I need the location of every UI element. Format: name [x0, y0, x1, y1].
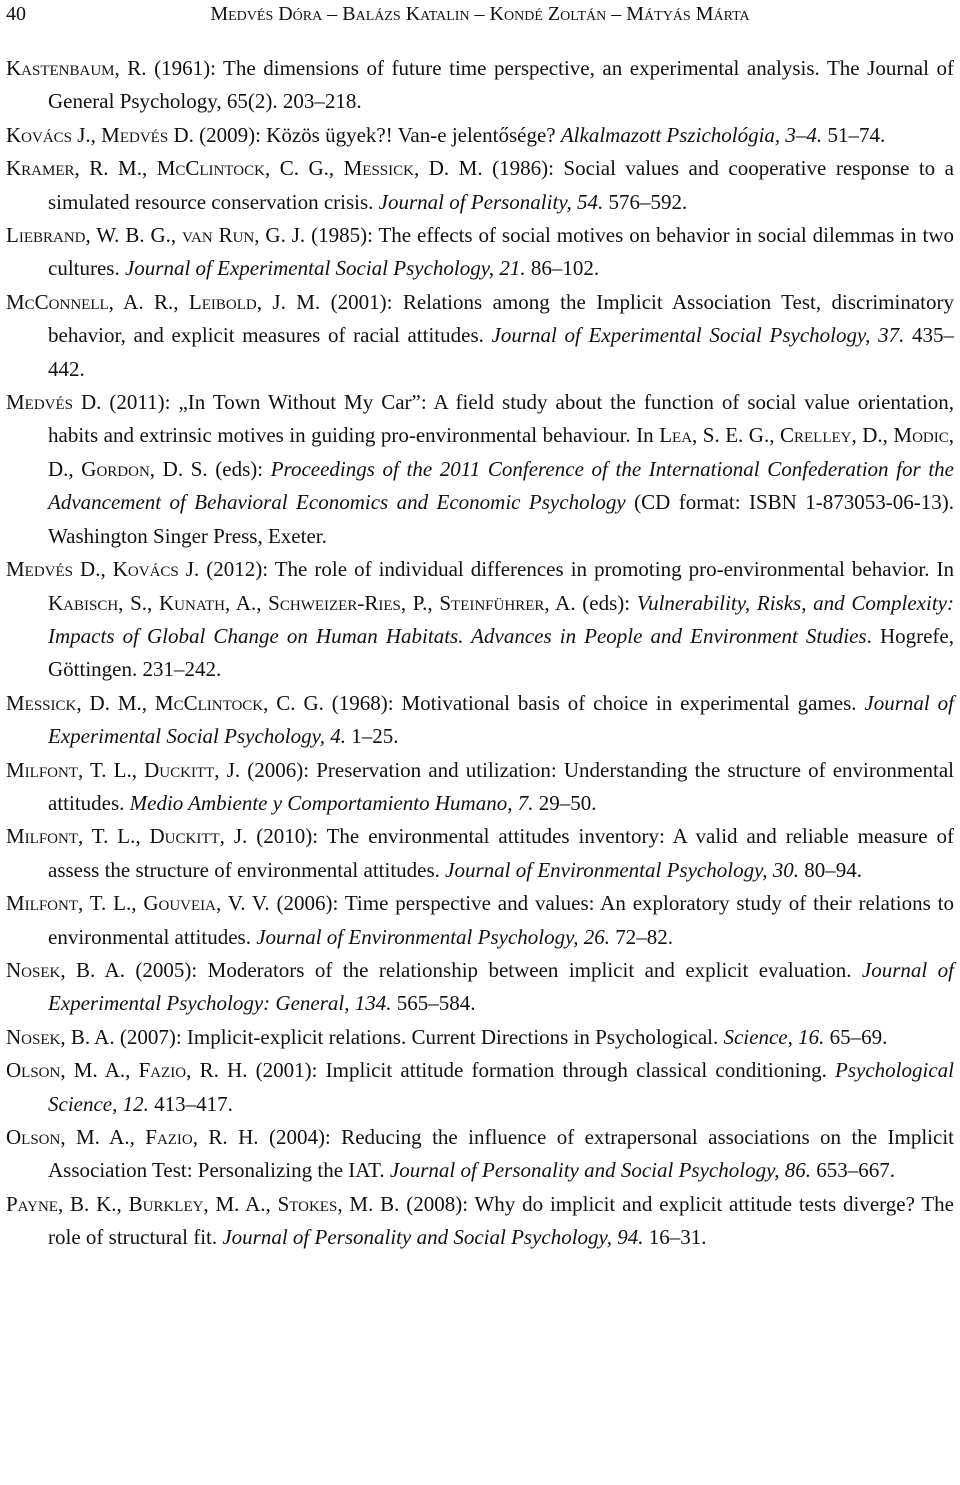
reference-text: 565–584.: [391, 991, 476, 1016]
reference-authors: Kabisch, S., Kunath, A., Schweizer-Ries, P., Steinführer, A.: [48, 590, 576, 615]
reference-entry: [6, 1054, 954, 1121]
reference-text: 435–442.: [48, 323, 954, 381]
reference-source: Vulnerability, Risks, and Complexity: Impacts of Global Change on Human Habitats. Advances in People and Environment Studies: [48, 590, 954, 648]
reference-text: (1985): The effects of social motives on behavior in social dilemmas in two cultures.: [48, 223, 954, 281]
reference-authors: Liebrand, W. B. G., van Run, G. J.: [6, 223, 306, 248]
reference-list: [6, 52, 954, 1255]
reference-text: (2006): Time perspective and values: An exploratory study of their relations to environmental attitudes.: [48, 891, 955, 949]
reference-text: (2012): The role of individual differences in promoting pro-environmental behavior. In: [199, 557, 954, 582]
reference-source: Journal of Experimental Psychology: General, 134.: [48, 957, 954, 1016]
reference-source: Journal of Personality and Social Psychology, 94.: [222, 1225, 644, 1250]
reference-text: (eds):: [207, 456, 271, 481]
reference-text: (2010): The environmental attitudes inventory: A valid and reliable measure of assess the structure of environmental attitudes.: [48, 824, 955, 882]
reference-text: (2006): Preservation and utilization: Understanding the structure of environmental attitudes.: [48, 757, 954, 815]
reference-authors: Milfont, T. L., Duckitt, J.: [6, 824, 248, 849]
reference-authors: Nosek, B. A.: [6, 957, 125, 982]
reference-authors: Milfont, T. L., Gouveia, V. V.: [6, 891, 270, 916]
reference-entry: [6, 286, 954, 386]
reference-authors: McConnell, A. R., Leibold, J. M.: [6, 289, 321, 314]
reference-entry: [6, 119, 954, 152]
reference-entry: [6, 52, 954, 119]
reference-text: (2008): Why do implicit and explicit attitude tests diverge? The role of structural fit.: [48, 1191, 954, 1250]
reference-entry: [6, 687, 954, 754]
reference-entry: [6, 820, 954, 887]
reference-text: (2005): Moderators of the relationship between implicit and explicit evaluation.: [124, 957, 862, 982]
reference-text: (1986): Social values and cooperative response to a simulated resource conservation crisis.: [48, 156, 954, 214]
reference-entry: [6, 553, 954, 687]
reference-source: Medio Ambiente y Comportamiento Humano, 7.: [129, 790, 534, 815]
reference-authors: Olson, M. A., Fazio, R. H.: [6, 1125, 259, 1149]
reference-text: (CD format: ISBN 1-873053-06-13). Washington Singer Press, Exeter.: [48, 490, 954, 548]
reference-entry: [6, 887, 954, 954]
reference-entry: [6, 954, 954, 1021]
reference-authors: Messick, D. M., McClintock, C. G.: [6, 690, 324, 715]
reference-text: 51–74.: [822, 122, 886, 147]
reference-text: 576–592.: [603, 189, 688, 214]
reference-text: 1–25.: [346, 724, 399, 749]
reference-source: Journal of Environmental Psychology, 30.: [445, 857, 799, 882]
reference-text: 16–31.: [643, 1225, 707, 1250]
reference-source: Journal of Experimental Social Psychology, 21.: [124, 256, 526, 281]
reference-authors: Kastenbaum, R.: [6, 56, 147, 80]
reference-text: 413–417.: [148, 1091, 233, 1116]
page-number: 40: [6, 3, 26, 25]
reference-text: 72–82.: [610, 924, 674, 949]
reference-text: (2001): Relations among the Implicit Association Test, discriminatory behavior, and explicit measures of racial attitudes.: [48, 289, 954, 348]
reference-authors: Kovács J., Medvés D.: [6, 122, 194, 147]
reference-authors: Payne, B. K., Burkley, M. A., Stokes, M. B.: [6, 1191, 400, 1216]
reference-text: (1961): The dimensions of future time perspective, an experimental analysis. The Journal of General Psychology, 65(2). 203–218.: [48, 56, 954, 114]
page-header: [6, 2, 954, 26]
reference-entry: [6, 1121, 954, 1188]
reference-text: (2001): Implicit attitude formation through classical conditioning.: [247, 1058, 836, 1083]
reference-source: Journal of Experimental Social Psychology, 4.: [48, 690, 954, 749]
reference-authors: Lea, S. E. G., Crelley, D., Modic, D., Gordon, D. S.: [48, 423, 954, 481]
reference-text: 86–102.: [525, 256, 600, 281]
reference-entry: [6, 754, 954, 821]
reference-text: 29–50.: [533, 790, 597, 815]
reference-authors: Nosek, B. A.: [6, 1024, 115, 1049]
reference-text: 80–94.: [799, 857, 862, 882]
running-head-authors: Medvés Dóra – Balázs Katalin – Kondé Zoltán – Mátyás Márta: [210, 3, 750, 25]
reference-entry: [6, 386, 954, 553]
reference-source: Science, 16.: [723, 1024, 825, 1049]
reference-text: (2009): Közös ügyek?! Van-e jelentősége?: [193, 122, 561, 147]
reference-entry: [6, 1188, 954, 1255]
reference-source: Journal of Experimental Social Psychology, 37.: [491, 323, 905, 348]
reference-entry: [6, 1021, 954, 1054]
reference-authors: Medvés D.: [6, 390, 102, 415]
reference-text: (1968): Motivational basis of choice in experimental games.: [323, 690, 865, 715]
reference-authors: Milfont, T. L., Duckitt, J.: [6, 757, 241, 782]
reference-entry: [6, 219, 954, 286]
reference-source: Journal of Personality, 54.: [378, 189, 604, 214]
reference-entry: [6, 152, 954, 219]
reference-authors: Kramer, R. M., McClintock, C. G., Messick, D. M.: [6, 156, 483, 181]
reference-source: Proceedings of the 2011 Conference of the International Confederation for the Advancement of Behavioral Economics and Economic Psychology: [48, 456, 954, 515]
reference-text: 65–69.: [824, 1024, 888, 1049]
reference-text: (2011): „In Town Without My Car”: A field study about the function of social value orientation, habits and extrinsic motives in guiding pro-environmental behaviour. In: [48, 390, 954, 448]
reference-source: Journal of Environmental Psychology, 26.: [256, 924, 611, 949]
reference-authors: Olson, M. A., Fazio, R. H.: [6, 1058, 248, 1083]
reference-source: Alkalmazott Pszichológia, 3–4.: [560, 122, 823, 147]
reference-source: Journal of Personality and Social Psychology, 86.: [389, 1158, 811, 1183]
reference-text: (eds):: [575, 590, 637, 615]
reference-text: . Hogrefe, Göttingen. 231–242.: [48, 623, 954, 682]
reference-text: 653–667.: [810, 1158, 895, 1183]
reference-source: Psychological Science, 12.: [48, 1058, 954, 1116]
reference-text: (2004): Reducing the influence of extrapersonal associations on the Implicit Association Test: Personalizing the IAT.: [48, 1125, 954, 1183]
reference-authors: Medvés D., Kovács J.: [6, 557, 200, 582]
reference-text: (2007): Implicit-explicit relations. Current Directions in Psychological.: [114, 1024, 724, 1049]
